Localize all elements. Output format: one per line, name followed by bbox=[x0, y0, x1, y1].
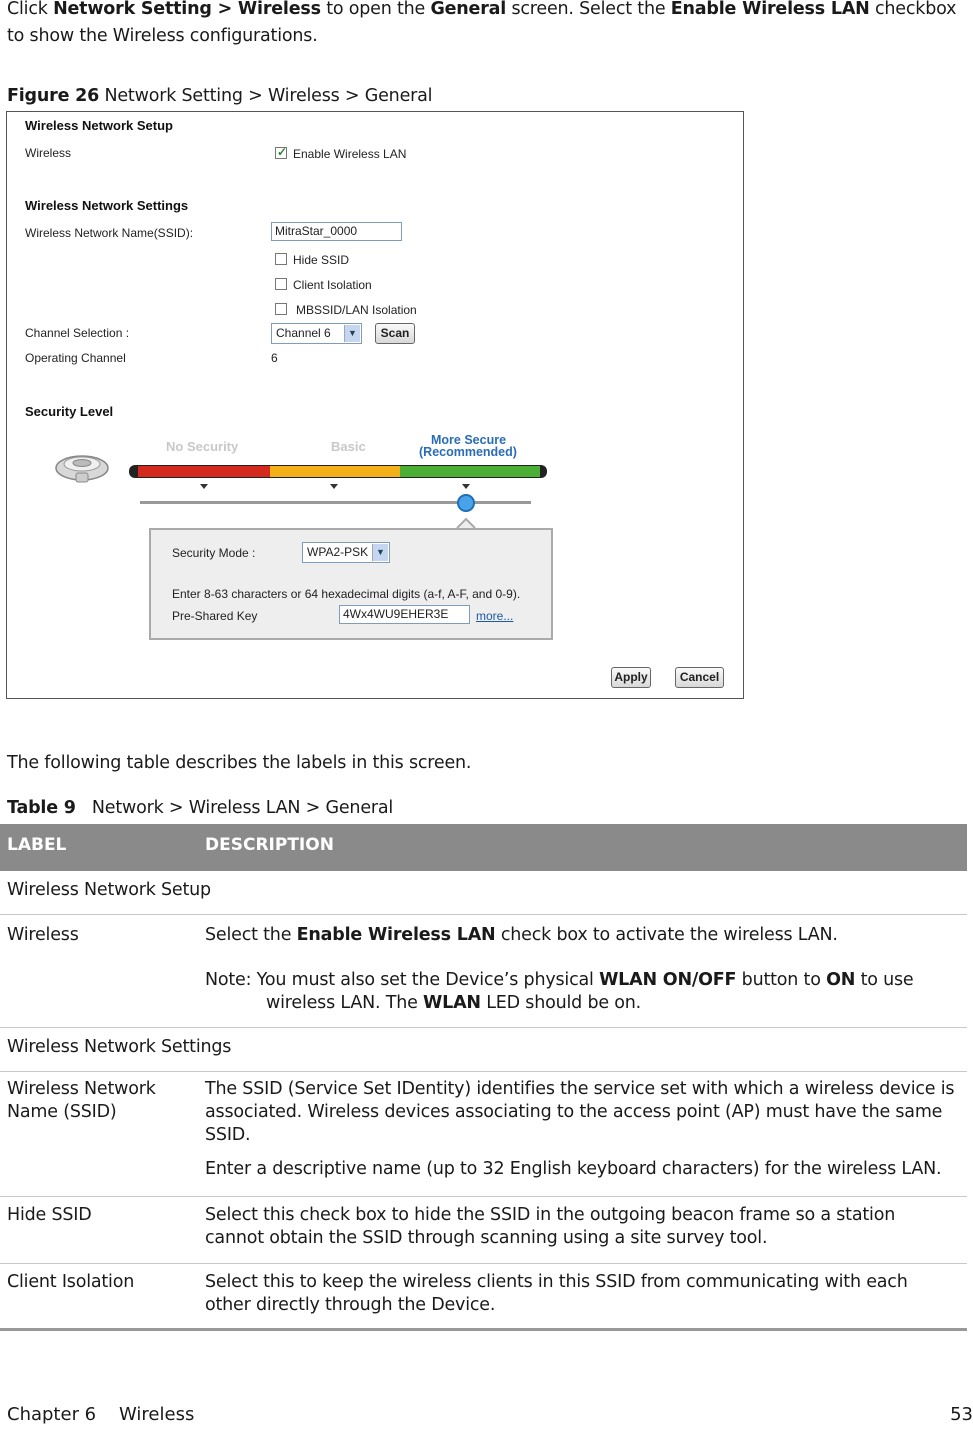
ssid-input[interactable]: MitraStar_0000 bbox=[271, 222, 402, 241]
table-row bbox=[0, 1264, 967, 1331]
page-number: 53 bbox=[950, 1404, 973, 1425]
settings-heading: Wireless Network Settings bbox=[25, 198, 189, 213]
channel-label: Channel Selection : bbox=[25, 326, 130, 340]
operating-channel-value: 6 bbox=[271, 351, 278, 365]
psk-hint: Enter 8-63 characters or 64 hexadecimal digits (a-f, A-F, and 0-9). bbox=[172, 587, 521, 601]
col-label-header: LABEL bbox=[7, 835, 67, 855]
panel-pointer bbox=[457, 519, 475, 528]
client-isolation-label: Client Isolation bbox=[293, 278, 372, 292]
operating-channel-label: Operating Channel bbox=[25, 351, 126, 365]
row-label: Wireless bbox=[7, 925, 79, 945]
chevron-down-icon: ▼ bbox=[344, 325, 360, 342]
level-basic-label: Basic bbox=[331, 439, 366, 454]
security-slider-knob bbox=[458, 495, 474, 511]
security-mode-select[interactable] bbox=[302, 542, 390, 563]
scan-button[interactable]: Scan bbox=[375, 323, 415, 344]
row-description: Select this check box to hide the SSID in the outgoing beacon frame so a station cannot obtain the SSID through scanning using a site survey tool. bbox=[205, 1205, 896, 1248]
security-mode-value: WPA2-PSK bbox=[307, 545, 369, 559]
level-bar-green bbox=[400, 466, 540, 477]
level-bar-red bbox=[138, 466, 270, 477]
mbssid-label: MBSSID/LAN Isolation bbox=[296, 303, 417, 317]
channel-value: Channel 6 bbox=[276, 326, 331, 340]
psk-label: Pre-Shared Key bbox=[172, 609, 258, 623]
table-caption: Table 9 Network > Wireless LAN > General bbox=[7, 798, 394, 818]
figure-caption: Figure 26 Network Setting > Wireless > General bbox=[7, 86, 433, 106]
level-more-label: More Secure bbox=[431, 433, 507, 447]
more-link[interactable]: more... bbox=[476, 609, 514, 623]
ssid-label: Wireless Network Name(SSID): bbox=[25, 226, 194, 240]
intro-paragraph: Click Network Setting > Wireless to open the General screen. Select the Enable Wireless LAN checkbox to show the Wireless configurations. bbox=[7, 0, 957, 46]
row-label: Hide SSID bbox=[7, 1205, 92, 1225]
table-row bbox=[0, 1197, 967, 1264]
row-description: Select the Enable Wireless LAN check box to activate the wireless LAN. Note: You must also set the Device’s physical WLAN ON/OFF button to ON to use wireless LAN. The WLAN LED should be on. bbox=[205, 925, 914, 1013]
row-description: Select this to keep the wireless clients in this SSID from communicating with each other directly through the Device. bbox=[205, 1272, 908, 1315]
psk-input[interactable]: 4Wx4WU9EHER3E bbox=[339, 605, 470, 624]
tick-marker bbox=[462, 484, 470, 489]
level-none-label: No Security bbox=[166, 439, 239, 454]
row-label: Client Isolation bbox=[7, 1272, 135, 1292]
screenshot-frame bbox=[6, 111, 744, 699]
security-heading: Security Level bbox=[25, 404, 114, 419]
tick-marker bbox=[330, 484, 338, 489]
tick-marker bbox=[200, 484, 208, 489]
wireless-label: Wireless bbox=[25, 146, 72, 160]
apply-button[interactable]: Apply bbox=[611, 667, 651, 688]
level-more-sub-label: (Recommended) bbox=[419, 445, 517, 459]
section-label: Wireless Network Setup bbox=[7, 880, 211, 900]
hide-ssid-label: Hide SSID bbox=[293, 253, 350, 267]
row-description: The SSID (Service Set IDentity) identifies the service set with which a wireless device is associated. Wireless devices associating to the access point (AP) must have the same SSID. Enter a descriptive name (up to 32 English keyboard characters) for the wireless LAN. bbox=[205, 1079, 955, 1179]
setup-heading: Wireless Network Setup bbox=[25, 118, 173, 133]
table-section-row bbox=[0, 871, 967, 915]
description-table bbox=[0, 824, 967, 1331]
enable-wireless-label: Enable Wireless LAN bbox=[293, 147, 407, 161]
table-intro: The following table describes the labels in this screen. bbox=[7, 753, 472, 773]
footer-chapter: Chapter 6 Wireless bbox=[7, 1404, 195, 1425]
wireless-router-icon bbox=[56, 456, 108, 482]
table-header bbox=[0, 824, 967, 871]
section-label: Wireless Network Settings bbox=[7, 1037, 232, 1057]
table-row bbox=[0, 1072, 967, 1197]
table-section-row bbox=[0, 1028, 967, 1072]
chevron-down-icon: ▼ bbox=[372, 544, 388, 561]
table-row bbox=[0, 915, 967, 1028]
col-desc-header: DESCRIPTION bbox=[205, 835, 334, 855]
level-bar-yellow bbox=[270, 466, 400, 477]
cancel-button[interactable]: Cancel bbox=[675, 667, 724, 688]
row-label: Wireless Network Name (SSID) bbox=[7, 1079, 156, 1122]
security-mode-label: Security Mode : bbox=[172, 546, 256, 560]
